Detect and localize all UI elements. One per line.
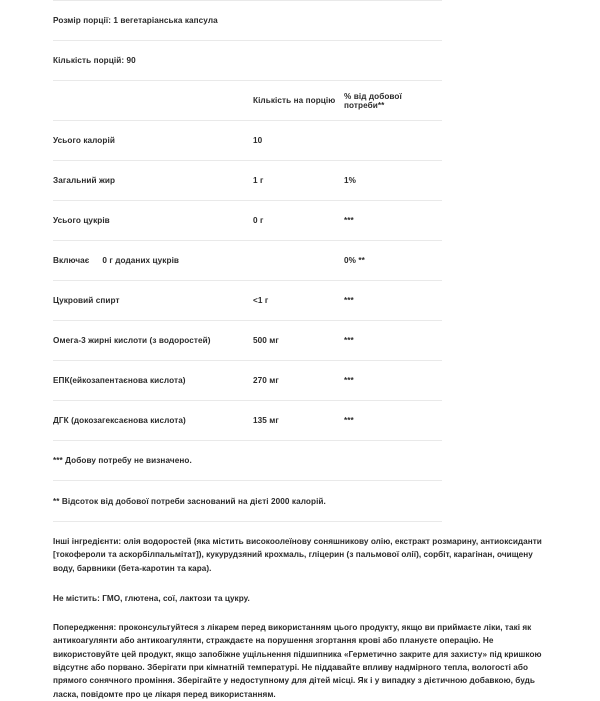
- row-nutrient-name-includes: [53, 241, 253, 281]
- table-body: [53, 121, 442, 441]
- table-row: [53, 401, 442, 441]
- row-nutrient-name: ДГК (докозагексаєнова кислота): [53, 401, 253, 441]
- includes-prefix-label: Включає: [53, 256, 90, 265]
- footnote-percent-basis-row: [53, 481, 548, 521]
- row-daily-value: [344, 121, 442, 161]
- table-row: [53, 281, 442, 321]
- row-amount: <1 г: [253, 281, 344, 321]
- row-nutrient-name: ЕПК(ейкозапентаєнова кислота): [53, 361, 253, 401]
- footnote-percent-basis-text: ** Відсоток від добової потреби заснований на дієті 2000 калорій.: [53, 496, 326, 506]
- column-header-daily-value: % від добової потреби**: [344, 81, 442, 121]
- table-row: [53, 201, 442, 241]
- row-daily-value: 1%: [344, 161, 442, 201]
- table-row: [53, 361, 442, 401]
- row-amount: [253, 241, 344, 281]
- table-row: [53, 241, 442, 281]
- table-row: [53, 161, 442, 201]
- row-nutrient-name: Омега-3 жирні кислоти (з водоростей): [53, 321, 253, 361]
- row-amount: 1 г: [253, 161, 344, 201]
- row-nutrient-name: Цукровий спирт: [53, 281, 253, 321]
- footnote-daily-value-not-established-row: [53, 441, 548, 480]
- other-ingredients-paragraph: Інші інгредієнти: олія водоростей (яка містить високоолеїнову соняшникову олію, екстракт розмарину, антиоксиданти [токофероли та аскорбілпальмітат]), кукурудзяний крохмаль, гліцерин (з пальмової олії), сорбіт, карагінан, очищену воду, барвники (бета-каротин та кара).: [53, 537, 542, 573]
- row-amount: 270 мг: [253, 361, 344, 401]
- serving-size-row: [53, 1, 548, 40]
- column-header-nutrient: [53, 81, 253, 121]
- row-amount: 10: [253, 121, 344, 161]
- row-amount: 135 мг: [253, 401, 344, 441]
- row-daily-value: ***: [344, 401, 442, 441]
- row-daily-value: 0% **: [344, 241, 442, 281]
- row-amount: 500 мг: [253, 321, 344, 361]
- row-nutrient-name: Усього цукрів: [53, 201, 253, 241]
- serving-size-text: Розмір порції: 1 вегетаріанська капсула: [53, 16, 218, 25]
- column-header-amount-per-serving: Кількість на порцію: [253, 81, 344, 121]
- row-nutrient-name: Усього калорій: [53, 121, 253, 161]
- free-from-paragraph: Не містить: ГМО, глютена, сої, лактози та цукру.: [53, 593, 250, 603]
- row-amount: 0 г: [253, 201, 344, 241]
- row-daily-value: ***: [344, 201, 442, 241]
- supplement-facts-table: [53, 81, 442, 441]
- table-header-row: [53, 81, 442, 121]
- table-row: [53, 321, 442, 361]
- includes-value-label: 0 г доданих цукрів: [102, 256, 180, 265]
- servings-per-container-text: Кількість порцій: 90: [53, 56, 136, 65]
- row-nutrient-name: Загальний жир: [53, 161, 253, 201]
- row-daily-value: ***: [344, 361, 442, 401]
- footnote-daily-value-not-established-text: *** Добову потребу не визначено.: [53, 456, 192, 465]
- warning-paragraph: Попередження: проконсультуйтеся з лікарем перед використанням цього продукту, якщо ви приймаєте ліки, такі як антикоагулянти або антикоагулянти, страждаєте на порушення згортання крові або плануєте операцію. Не використовуйте цей продукт, якщо запобіжне ущільнення підшипника «Герметично закрите для захисту» під кришкою відсутнє або порвано. Зберігати при кімнатній температурі. Не піддавайте впливу надмірного тепла, вологості або прямого сонячного проміння. Зберігайте у недоступному для дітей місці. Як і у випадку з дієтичною добавкою, будь ласка, повідомте про це лікаря перед використанням.: [53, 623, 542, 699]
- table-row: [53, 121, 442, 161]
- row-daily-value: ***: [344, 321, 442, 361]
- servings-per-container-row: [53, 41, 548, 80]
- row-daily-value: ***: [344, 281, 442, 321]
- table-header: [53, 81, 442, 121]
- paragraph-block: [53, 522, 549, 701]
